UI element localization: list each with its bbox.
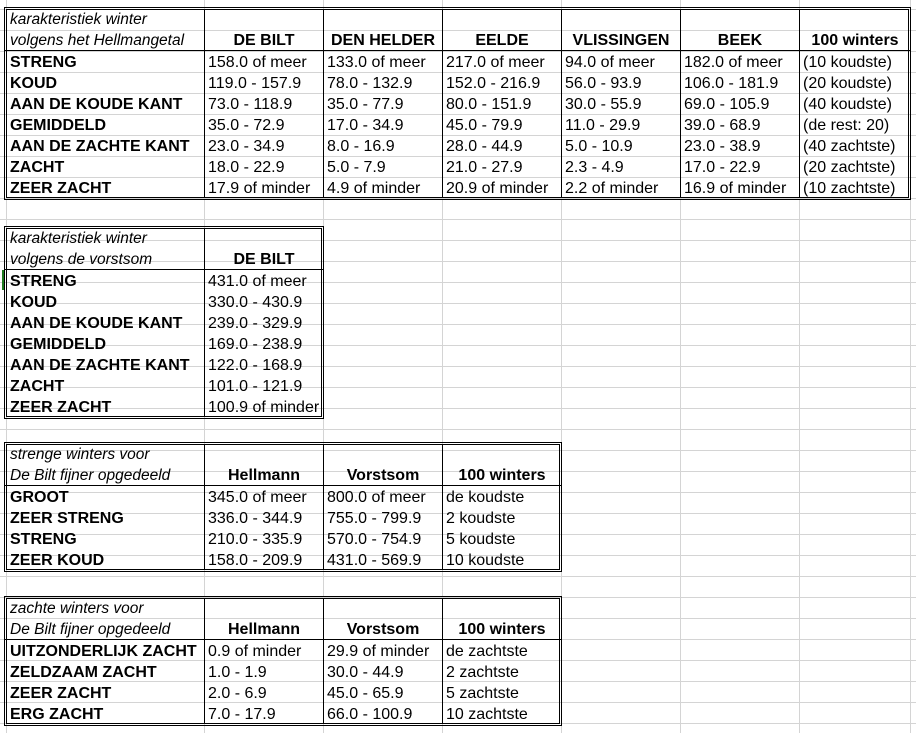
table-cell[interactable]: 35.0 - 77.9 <box>327 96 404 113</box>
table-caption[interactable]: karakteristiek winter <box>10 11 147 28</box>
table-caption[interactable]: zachte winters voor <box>10 600 144 617</box>
row-label[interactable]: AAN DE KOUDE KANT <box>10 96 183 113</box>
table-cell[interactable]: 2.2 of minder <box>565 180 659 197</box>
gridline-horizontal <box>0 576 916 577</box>
row-label[interactable]: ZEER ZACHT <box>10 399 112 416</box>
row-label[interactable]: ZEER ZACHT <box>10 180 112 197</box>
table-cell[interactable]: 7.0 - 17.9 <box>208 706 276 723</box>
gridline-horizontal <box>0 429 916 430</box>
table-cell[interactable]: (40 koudste) <box>803 96 892 113</box>
column-header[interactable]: Vorstsom <box>346 621 420 638</box>
table-caption[interactable]: volgens het Hellmangetal <box>10 32 185 49</box>
table-cell[interactable]: 73.0 - 118.9 <box>208 96 293 113</box>
table-cell[interactable]: 1.0 - 1.9 <box>208 664 267 681</box>
table-cell[interactable]: 158.0 of meer <box>208 54 307 71</box>
row-label[interactable]: AAN DE KOUDE KANT <box>10 315 183 332</box>
table-cell[interactable]: 5.0 - 7.9 <box>327 159 386 176</box>
table-cell[interactable]: 18.0 - 22.9 <box>208 159 285 176</box>
table-cell[interactable]: 23.0 - 34.9 <box>208 138 285 155</box>
row-label[interactable]: GROOT <box>10 489 69 506</box>
table-cell[interactable]: 30.0 - 55.9 <box>565 96 642 113</box>
table-cell[interactable]: 133.0 of meer <box>327 54 426 71</box>
row-label[interactable]: KOUD <box>10 75 58 92</box>
table-cell[interactable]: 336.0 - 344.9 <box>208 510 303 527</box>
table-cell[interactable]: 29.9 of minder <box>327 643 430 660</box>
table-cell[interactable]: (20 zachtste) <box>803 159 896 176</box>
table-cell[interactable]: (de rest: 20) <box>803 117 890 134</box>
table-cell[interactable]: 106.0 - 181.9 <box>684 75 779 92</box>
row-label[interactable]: AAN DE ZACHTE KANT <box>10 138 190 155</box>
table-cell[interactable]: 20.9 of minder <box>446 180 549 197</box>
table-cell[interactable]: 17.9 of minder <box>208 180 311 197</box>
table-caption[interactable]: strenge winters voor <box>10 446 150 463</box>
table-cell[interactable]: 158.0 - 209.9 <box>208 552 303 569</box>
table-cell[interactable]: 169.0 - 238.9 <box>208 336 303 353</box>
table-cell[interactable]: 5 koudste <box>446 531 516 548</box>
table-cell[interactable]: de zachtste <box>446 643 528 660</box>
column-header[interactable]: Hellmann <box>227 467 300 484</box>
table-cell[interactable]: 28.0 - 44.9 <box>446 138 523 155</box>
table-cell[interactable]: 45.0 - 65.9 <box>327 685 404 702</box>
table-cell[interactable]: 10 zachtste <box>446 706 528 723</box>
table-cell[interactable]: 5 zachtste <box>446 685 519 702</box>
column-header[interactable]: 100 winters <box>811 32 899 49</box>
table-cell[interactable]: 35.0 - 72.9 <box>208 117 285 134</box>
column-header[interactable]: DE BILT <box>233 32 295 49</box>
gridline-horizontal <box>0 219 916 220</box>
table-cell[interactable]: 119.0 - 157.9 <box>208 75 302 92</box>
row-label[interactable]: KOUD <box>10 294 58 311</box>
column-header[interactable]: 100 winters <box>458 467 546 484</box>
row-label[interactable]: ZEER ZACHT <box>10 685 112 702</box>
row-label[interactable]: ZEER KOUD <box>10 552 105 569</box>
cell-cursor <box>2 270 4 290</box>
table-cell[interactable]: 2.3 - 4.9 <box>565 159 624 176</box>
row-label[interactable]: STRENG <box>10 531 77 548</box>
table-cell[interactable]: (10 zachtste) <box>803 180 896 197</box>
table-caption[interactable]: De Bilt fijner opgedeeld <box>10 621 171 638</box>
table-cell[interactable]: 78.0 - 132.9 <box>327 75 413 92</box>
table-cell[interactable]: 100.9 of minder <box>208 399 320 416</box>
table-cell[interactable]: 431.0 - 569.9 <box>327 552 422 569</box>
table-cell[interactable]: 152.0 - 216.9 <box>446 75 541 92</box>
row-label[interactable]: ZACHT <box>10 159 65 176</box>
table-cell[interactable]: 10 koudste <box>446 552 525 569</box>
table-cell[interactable]: 570.0 - 754.9 <box>327 531 422 548</box>
table-cell[interactable]: 101.0 - 121.9 <box>208 378 303 395</box>
table-cell[interactable]: 210.0 - 335.9 <box>208 531 303 548</box>
table-cell[interactable]: 21.0 - 27.9 <box>446 159 523 176</box>
row-label[interactable]: ERG ZACHT <box>10 706 104 723</box>
row-label[interactable]: ZELDZAAM ZACHT <box>10 664 157 681</box>
table-cell[interactable]: 345.0 of meer <box>208 489 307 506</box>
column-header[interactable]: 100 winters <box>458 621 546 638</box>
column-header[interactable]: BEEK <box>717 32 763 49</box>
column-header[interactable]: EELDE <box>475 32 529 49</box>
table-cell[interactable]: 17.0 - 34.9 <box>327 117 404 134</box>
table-cell[interactable]: 39.0 - 68.9 <box>684 117 761 134</box>
table-cell[interactable]: 2 koudste <box>446 510 516 527</box>
table-cell[interactable]: 30.0 - 44.9 <box>327 664 404 681</box>
column-header[interactable]: DEN HELDER <box>330 32 435 49</box>
table-cell[interactable]: 239.0 - 329.9 <box>208 315 303 332</box>
table-cell[interactable]: 182.0 of meer <box>684 54 783 71</box>
table-cell[interactable]: 0.9 of minder <box>208 643 302 660</box>
table-cell[interactable]: 8.0 - 16.9 <box>327 138 395 155</box>
table-cell[interactable]: 800.0 of meer <box>327 489 426 506</box>
table-cell[interactable]: (20 koudste) <box>803 75 892 92</box>
table-cell[interactable]: 755.0 - 799.9 <box>327 510 422 527</box>
table-cell[interactable]: 122.0 - 168.9 <box>208 357 303 374</box>
table-cell[interactable]: 17.0 - 22.9 <box>684 159 761 176</box>
table-cell[interactable]: 66.0 - 100.9 <box>327 706 413 723</box>
column-header[interactable]: Vorstsom <box>346 467 420 484</box>
table-cell[interactable]: 5.0 - 10.9 <box>565 138 633 155</box>
table-caption[interactable]: volgens de vorstsom <box>10 251 153 268</box>
row-label[interactable]: ZEER STRENG <box>10 510 124 527</box>
row-label[interactable]: GEMIDDELD <box>10 336 106 353</box>
column-header[interactable]: DE BILT <box>233 251 295 268</box>
table-cell[interactable]: 2.0 - 6.9 <box>208 685 267 702</box>
table-caption[interactable]: karakteristiek winter <box>10 230 147 247</box>
table-cell[interactable]: 2 zachtste <box>446 664 519 681</box>
table-cell[interactable]: 16.9 of minder <box>684 180 787 197</box>
row-label[interactable]: AAN DE ZACHTE KANT <box>10 357 190 374</box>
row-label[interactable]: GEMIDDELD <box>10 117 106 134</box>
column-header[interactable]: VLISSINGEN <box>572 32 670 49</box>
table-cell[interactable]: 4.9 of minder <box>327 180 421 197</box>
table-cell[interactable]: (10 koudste) <box>803 54 892 71</box>
table-cell[interactable]: 56.0 - 93.9 <box>565 75 642 92</box>
row-label[interactable]: UITZONDERLIJK ZACHT <box>10 643 197 660</box>
column-header[interactable]: Hellmann <box>227 621 300 638</box>
table-cell[interactable]: 69.0 - 105.9 <box>684 96 770 113</box>
table-cell[interactable]: 431.0 of meer <box>208 273 307 290</box>
table-cell[interactable]: de koudste <box>446 489 525 506</box>
table-cell[interactable]: 23.0 - 38.9 <box>684 138 761 155</box>
table-cell[interactable]: 330.0 - 430.9 <box>208 294 303 311</box>
table-cell[interactable]: 11.0 - 29.9 <box>565 117 641 134</box>
table-cell[interactable]: (40 zachtste) <box>803 138 896 155</box>
row-label[interactable]: STRENG <box>10 273 77 290</box>
row-label[interactable]: ZACHT <box>10 378 65 395</box>
table-caption[interactable]: De Bilt fijner opgedeeld <box>10 467 171 484</box>
table-cell[interactable]: 45.0 - 79.9 <box>446 117 523 134</box>
row-label[interactable]: STRENG <box>10 54 77 71</box>
table-cell[interactable]: 94.0 of meer <box>565 54 655 71</box>
table-cell[interactable]: 80.0 - 151.9 <box>446 96 532 113</box>
table-cell[interactable]: 217.0 of meer <box>446 54 545 71</box>
